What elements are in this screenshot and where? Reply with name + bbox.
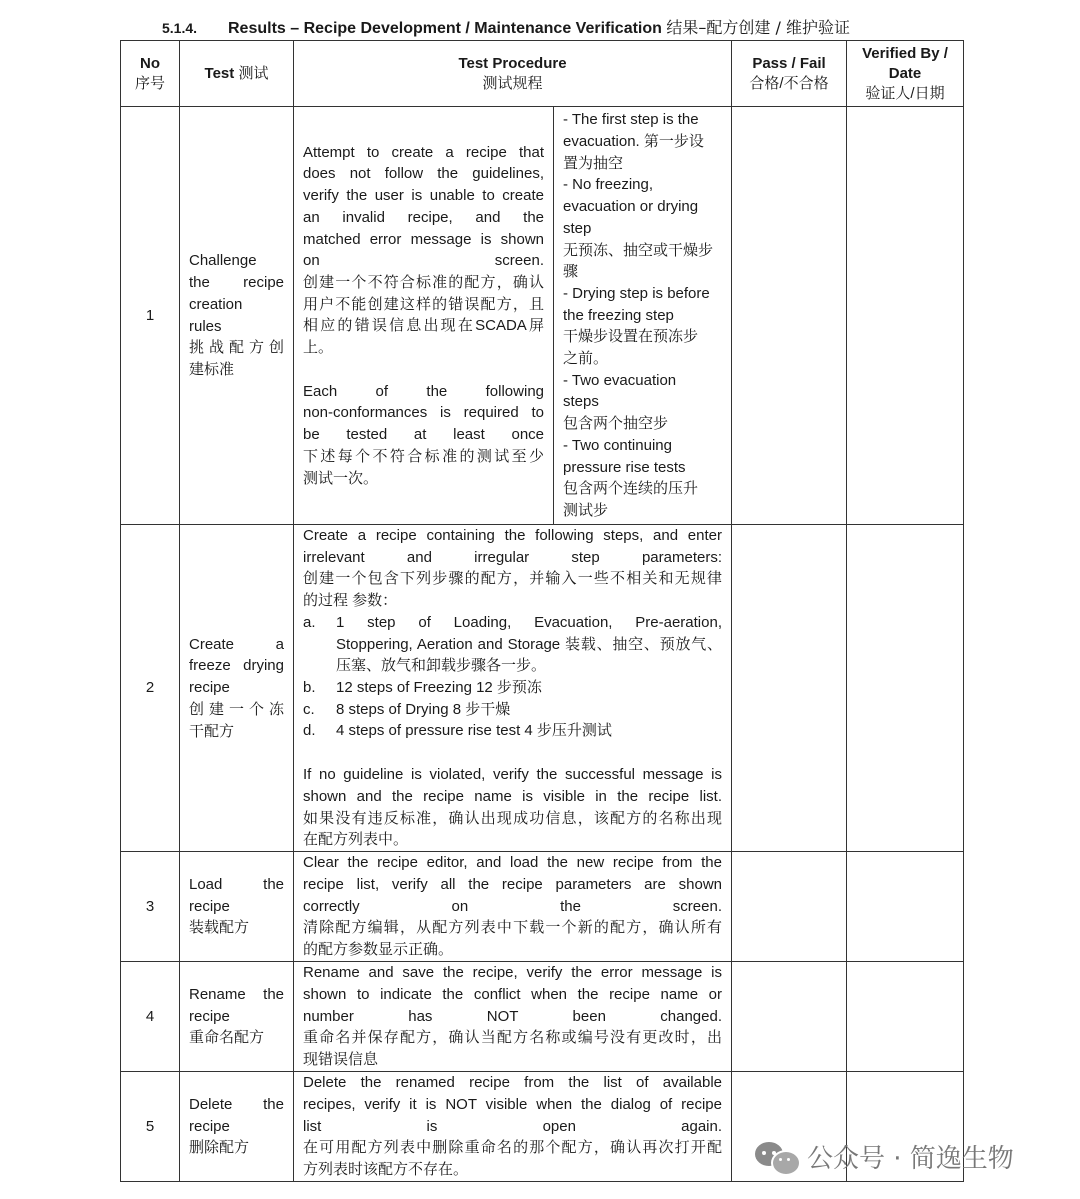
text-line: If no guideline is violated, verify the successful message is (303, 766, 722, 784)
text-line: an invalid recipe, and the (303, 208, 544, 226)
text-line: recipe list, verify all the recipe parameters are shown (303, 875, 722, 893)
text-line: recipes, verify it is NOT visible when the dialog of recipe (303, 1095, 722, 1113)
text-line: 现错误信息 (303, 1051, 379, 1069)
watermark-text: 公众号 · 简逸生物 (807, 1144, 1014, 1174)
text-line: 骤 (563, 263, 579, 281)
text-line: Clear the recipe editor, and load the new recipe from the (303, 854, 722, 872)
text-line: list is open again. (303, 1117, 722, 1135)
watermark (755, 1138, 1014, 1175)
col-header-pass-fail: Pass / Fail 合格/不合格 (732, 41, 847, 107)
test-cell (180, 525, 294, 852)
text-line: 4 steps of pressure rise test 4 步压升测试 (336, 722, 612, 740)
table-row (121, 852, 964, 962)
text-line: verify the user is unable to create (303, 187, 544, 205)
text-line: on screen. (303, 252, 544, 270)
procedure-cell (294, 1072, 732, 1182)
text-line: recipe (189, 679, 230, 697)
text-line: 创建一个包含下列步骤的配方，并输入一些不相关和无规律 (303, 570, 722, 588)
text-line: Challenge (189, 252, 257, 270)
text-line: shown and the recipe name is visible in the recipe list. (303, 787, 722, 805)
step-marker: c. (303, 700, 315, 718)
step-item (303, 612, 722, 677)
text-line: non-conformances is required to (303, 404, 544, 422)
text-line: - No freezing, (563, 176, 654, 194)
step-marker: d. (303, 722, 316, 740)
procedure-cell (294, 962, 732, 1072)
verified-by-cell[interactable] (847, 852, 964, 962)
text-line: step (563, 219, 592, 237)
col-header-verified: Verified By / Date 验证人/日期 (847, 41, 964, 107)
text-line: Stoppering, Aeration and Storage 装载、抽空、预放气、 (336, 635, 722, 653)
header-row (121, 41, 964, 107)
text-line: 删除配方 (189, 1139, 250, 1157)
non-conformance-cell (554, 107, 732, 525)
step-item (303, 720, 722, 742)
text-line: - Two evacuation (563, 371, 677, 389)
step-marker: a. (303, 613, 316, 631)
section-title-en: Results – Recipe Development / Maintenance Verification (228, 20, 662, 37)
col-header-test: Test 测试 (180, 41, 294, 107)
text-line: 在可用配方列表中删除重命名的那个配方，确认再次打开配 (303, 1139, 722, 1157)
section-heading (162, 15, 850, 38)
section-number: 5.1.4. (162, 20, 198, 36)
col-header-procedure: Test Procedure 测试规程 (294, 41, 732, 107)
text-line: Delete the (189, 1095, 284, 1113)
verified-by-cell[interactable] (847, 525, 964, 852)
verified-by-cell[interactable] (847, 107, 964, 525)
text-line: pressure rise tests (563, 458, 686, 476)
text-line: 干配方 (189, 722, 235, 740)
text-line: 8 steps of Drying 8 步干燥 (336, 700, 511, 718)
text-line: 挑战配方创 (189, 339, 284, 357)
text-line: 包含两个抽空步 (563, 415, 669, 433)
results-table (120, 40, 964, 1182)
text-line: 方列表时该配方不存在。 (303, 1161, 469, 1179)
pass-fail-cell[interactable] (732, 525, 847, 852)
text-line: Load the (189, 875, 284, 893)
text-line: 创建一个冻 (189, 700, 284, 718)
non-conformance-item (563, 370, 722, 435)
text-line: number has NOT been changed. (303, 1007, 722, 1025)
text-line: the recipe (189, 274, 284, 292)
text-line: recipe (189, 1117, 230, 1135)
text-line: Each of the following (303, 382, 544, 400)
non-conformance-item (563, 283, 722, 370)
test-cell (180, 107, 294, 525)
step-item (303, 677, 722, 699)
row-number: 4 (121, 962, 180, 1072)
text-line: Attempt to create a recipe that (303, 143, 544, 161)
text-line: steps (563, 393, 599, 411)
text-line: recipe (189, 897, 230, 915)
table-row (121, 962, 964, 1072)
procedure-cell (294, 525, 732, 852)
text-line: - The first step is the (563, 111, 699, 129)
text-line: 干燥步设置在预冻步 (563, 328, 699, 346)
wechat-icon (755, 1140, 799, 1174)
procedure-cell (294, 107, 554, 525)
text-line: does not follow the guidelines, (303, 165, 544, 183)
non-conformance-item (563, 174, 722, 283)
text-line: 测试步 (563, 501, 609, 519)
pass-fail-cell[interactable] (732, 962, 847, 1072)
text-line: Create a recipe containing the following steps, and enter (303, 527, 722, 545)
step-list (303, 612, 722, 742)
text-line: 装载配方 (189, 919, 250, 937)
text-line: 重命名并保存配方，确认当配方名称或编号没有更改时，出 (303, 1029, 722, 1047)
text-line: 用户不能创建这样的错误配方，且 (303, 295, 544, 313)
text-line: irrelevant and irregular step parameters: (303, 548, 722, 566)
test-cell (180, 1072, 294, 1182)
text-line: 之前。 (563, 350, 609, 368)
text-line: shown to indicate the conflict when the recipe name or (303, 985, 722, 1003)
section-title-cn: 结果–配方创建 / 维护验证 (666, 18, 850, 37)
row-number: 1 (121, 107, 180, 525)
text-line: - Two continuing (563, 436, 672, 454)
text-line: 建标准 (189, 360, 235, 378)
text-line: 置为抽空 (563, 154, 624, 172)
text-line: creation (189, 295, 243, 313)
verified-by-cell[interactable] (847, 962, 964, 1072)
text-line: 12 steps of Freezing 12 步预冻 (336, 679, 542, 696)
text-line: 测试一次。 (303, 469, 379, 487)
text-line: 的过程 参数： (303, 592, 398, 610)
text-line: freeze drying (189, 657, 284, 675)
table-row (121, 525, 964, 852)
non-conformance-item (563, 109, 722, 174)
text-line: 相应的错误信息出现在SCADA屏 (303, 317, 544, 335)
text-line: Delete the renamed recipe from the list of available (303, 1074, 722, 1092)
text-line: be tested at least once (303, 426, 544, 444)
text-line: 1 step of Loading, Evacuation, Pre-aeration, (336, 613, 722, 631)
non-conformance-item (563, 435, 722, 522)
pass-fail-cell[interactable] (732, 852, 847, 962)
text-line: 重命名配方 (189, 1029, 265, 1047)
procedure-cell (294, 852, 732, 962)
text-line: 包含两个连续的压升 (563, 480, 699, 498)
text-line: 上。 (303, 339, 334, 357)
table-row (121, 107, 964, 525)
text-line: Create a (189, 635, 284, 653)
text-line: - Drying step is before (563, 284, 710, 302)
step-item (303, 699, 722, 721)
text-line: 的配方参数显示正确。 (303, 941, 454, 959)
text-line: Rename the (189, 985, 284, 1003)
text-line: 无预冻、抽空或干燥步 (563, 241, 714, 259)
text-line: recipe (189, 1007, 230, 1025)
test-cell (180, 852, 294, 962)
text-line: 清除配方编辑，从配方列表中下载一个新的配方，确认所有 (303, 919, 722, 937)
text-line: the freezing step (563, 306, 674, 324)
text-line: correctly on the screen. (303, 897, 722, 915)
text-line: rules (189, 317, 222, 335)
text-line: evacuation or drying (563, 198, 699, 216)
text-line: 创建一个不符合标准的配方，确认 (303, 273, 544, 291)
text-line: 在配方列表中。 (303, 831, 409, 849)
row-number: 5 (121, 1072, 180, 1182)
text-line: matched error message is shown (303, 230, 544, 248)
row-number: 2 (121, 525, 180, 852)
row-number: 3 (121, 852, 180, 962)
text-line: Rename and save the recipe, verify the error message is (303, 964, 722, 982)
pass-fail-cell[interactable] (732, 107, 847, 525)
step-marker: b. (303, 679, 316, 696)
text-line: evacuation. 第一步设 (563, 133, 704, 151)
col-header-no: No 序号 (121, 41, 180, 107)
test-cell (180, 962, 294, 1072)
text-line: 如果没有违反标准，确认出现成功信息，该配方的名称出现 (303, 809, 722, 827)
text-line: 下述每个不符合标准的测试至少 (303, 447, 544, 465)
text-line: 压塞、放气和卸载步骤各一步。 (336, 657, 547, 675)
